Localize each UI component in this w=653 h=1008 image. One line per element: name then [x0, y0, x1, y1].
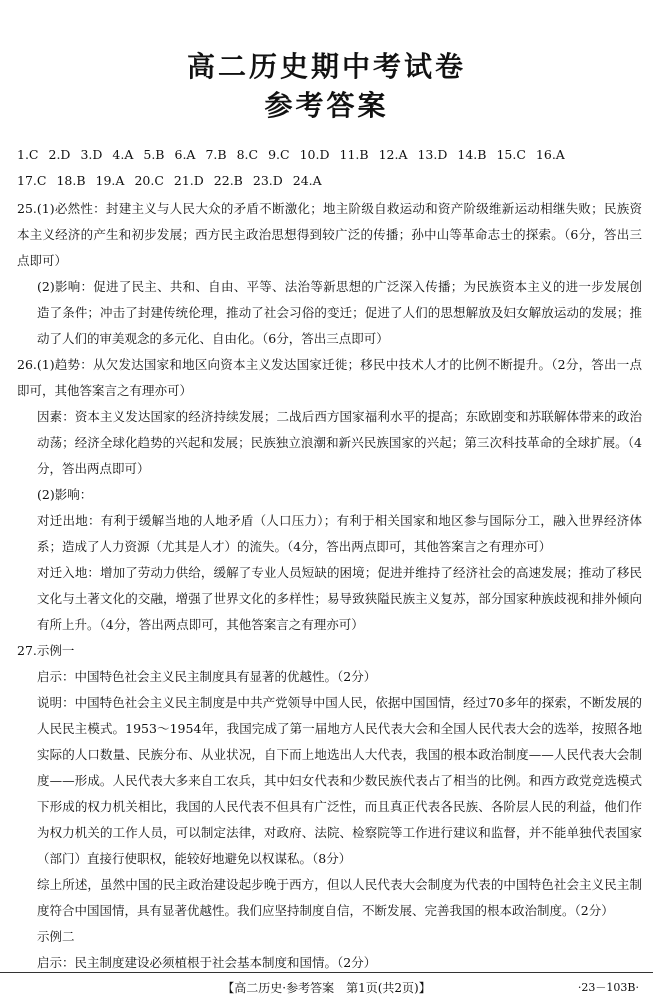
choice-answers — [17, 146, 642, 198]
answer-body — [17, 196, 642, 976]
q27-example-1-explanation: 说明：中国特色社会主义民主制度是中共产党领导中国人民，依据中国国情，经过70多年的探索，不断发展的人民民主模式。1953～1954年，我国完成了第一届地方人民代表大会和全国人民代表大会的选举，按照各地实际的人口数量、民族分布、从业状况，自下而上地选出人大代表，我国的根本政治制度——人民代表大会制度——形成。人民代表大多来自工农兵，其中妇女代表和少数民族代表占了相当的比例。和西方政党竞选模式下形成的权力机关相比，我国的人民代表不但具有广泛性，而且真正代表各民族、各阶层人民的利益，他们作为权力机关的工作人员，可以制定法律，对政府、法院、检察院等工作进行建议和监督，并不能单独代表国家（部门）直接行使职权，能较好地避免以权谋私。（8分） — [37, 695, 642, 866]
choice-answer: 3.D — [80, 147, 103, 162]
choice-answer: 2.D — [48, 147, 71, 162]
page-subtitle: 参考答案 — [264, 89, 389, 122]
q26-factors: 因素：资本主义发达国家的经济持续发展；二战后西方国家福利水平的提高；东欧剧变和苏联解体带来的政治动荡；经济全球化趋势的兴起和发展；民族独立浪潮和新兴民族国家的兴起；第三次科技革命的全球扩展。（4分，答出两点即可） — [37, 409, 642, 476]
choice-answer: 4.A — [112, 147, 134, 162]
q27-example-2-heading: 示例二 — [37, 929, 75, 944]
page-title: 高二历史期中考试卷 — [186, 50, 466, 83]
choice-answer: 23.D — [252, 173, 283, 188]
q25-part1: 25.(1)必然性：封建主义与人民大众的矛盾不断激化；地主阶级自救运动和资产阶级维新运动相继失败；民族资本主义经济的产生和初步发展；西方民主政治思想得到较广泛的传播；孙中山等革命志士的探索。（6分，答出三点即可） — [17, 201, 642, 268]
q26-part1: 26.(1)趋势：从欠发达国家和地区向资本主义发达国家迁徙；移民中技术人才的比例不断提升。（2分，答出一点即可，其他答案言之有理亦可） — [17, 357, 642, 398]
choice-answer: 19.A — [95, 173, 125, 188]
q25-part2: (2)影响：促进了民主、共和、自由、平等、法治等新思想的广泛深入传播；为民族资本主义的进一步发展创造了条件；冲击了封建传统伦理，推动了社会习俗的变迁；促进了人们的思想解放及妇女解放运动的发展；推动了人们的审美观念的多元化、自由化。（6分，答出三点即可） — [37, 279, 642, 346]
footer-paper-code: ·23－103B· — [577, 981, 639, 994]
q27-example-1-heading: 27.示例一 — [17, 643, 75, 658]
choice-answer: 20.C — [134, 173, 164, 188]
q27-example-1-insight: 启示：中国特色社会主义民主制度具有显著的优越性。（2分） — [37, 669, 377, 684]
choice-answer: 9.C — [268, 147, 290, 162]
q26-part2-heading: (2)影响： — [37, 487, 93, 502]
choice-answer: 11.B — [339, 147, 369, 162]
choice-answer: 12.A — [378, 147, 408, 162]
q26-immigration-impact: 对迁入地：增加了劳动力供给，缓解了专业人员短缺的困境；促进并维持了经济社会的高速发展；推动了移民文化与土著文化的交融，增强了世界文化的多样性；易导致狭隘民族主义复苏，部分国家种族歧视和排外倾向有所上升。（4分，答出两点即可，其他答案言之有理亦可） — [37, 565, 642, 632]
choice-answer: 8.C — [236, 147, 259, 162]
choice-answers-row-1 — [17, 146, 642, 172]
page-footer — [0, 972, 653, 995]
choice-answer: 22.B — [213, 173, 243, 188]
footer-page-info: 【高二历史·参考答案 第1页(共2页)】 — [222, 981, 431, 995]
choice-answer: 21.D — [173, 173, 204, 188]
q27-example-2-insight: 启示：民主制度建设必须植根于社会基本制度和国情。（2分） — [37, 955, 377, 970]
choice-answer: 14.B — [457, 147, 487, 162]
choice-answers-row-2 — [17, 172, 642, 198]
choice-answer: 7.B — [205, 147, 227, 162]
choice-answer: 17.C — [17, 173, 47, 188]
choice-answer: 6.A — [174, 147, 196, 162]
choice-answer: 18.B — [56, 173, 86, 188]
q27-example-1-summary: 综上所述，虽然中国的民主政治建设起步晚于西方，但以人民代表大会制度为代表的中国特色社会主义民主制度符合中国国情，具有显著优越性。我们应坚持制度自信，不断发展、完善我国的根本政治制度。（2分） — [37, 877, 642, 918]
choice-answer: 15.C — [496, 147, 526, 162]
choice-answer: 1.C — [17, 147, 39, 162]
choice-answer: 16.A — [535, 147, 565, 162]
q26-emigration-impact: 对迁出地：有利于缓解当地的人地矛盾（人口压力）；有利于相关国家和地区参与国际分工，融入世界经济体系；造成了人力资源（尤其是人才）的流失。（4分，答出两点即可，其他答案言之有理亦可） — [37, 513, 642, 554]
choice-answer: 24.A — [292, 173, 322, 188]
choice-answer: 13.D — [417, 147, 448, 162]
choice-answer: 10.D — [299, 147, 330, 162]
choice-answer: 5.B — [143, 147, 165, 162]
